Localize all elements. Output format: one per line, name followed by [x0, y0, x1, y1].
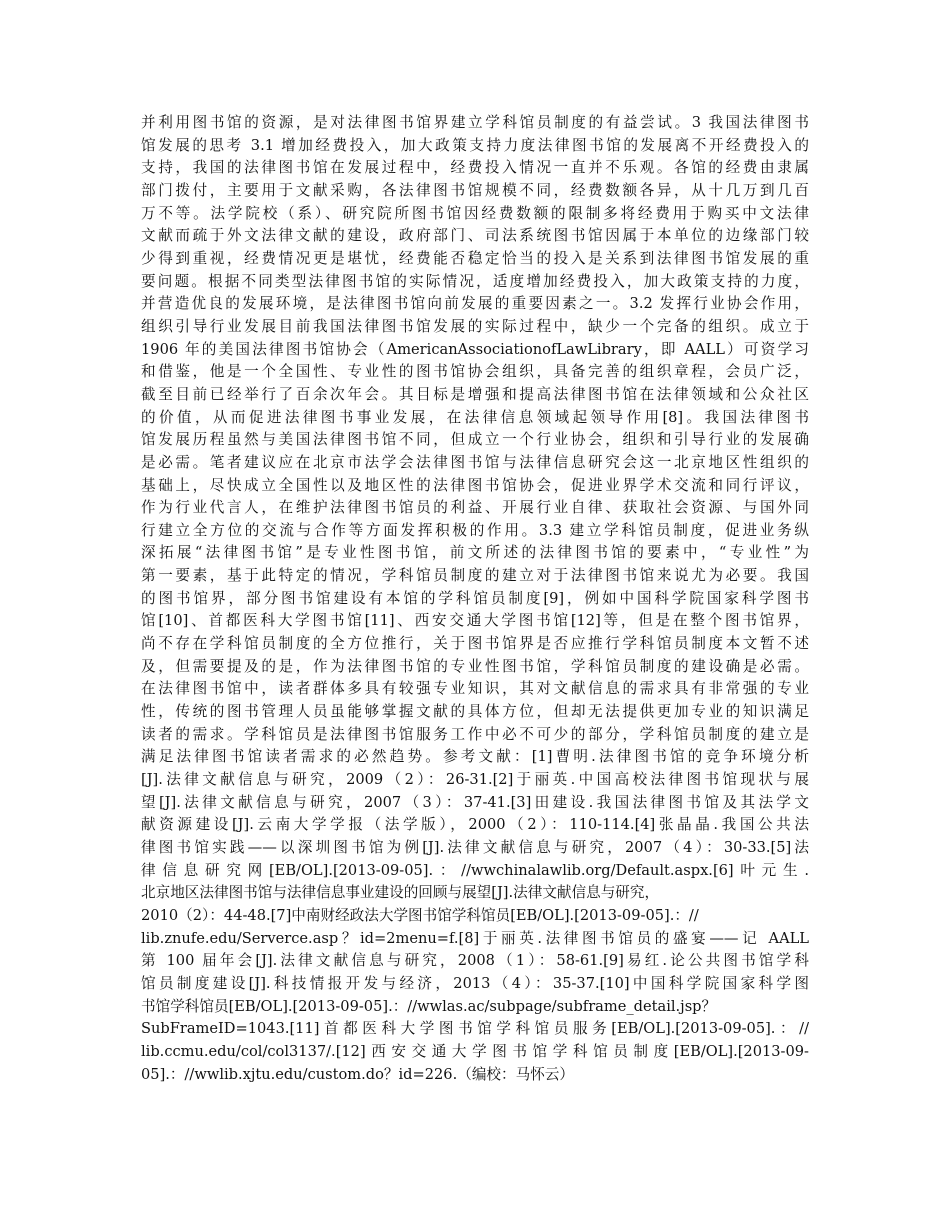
- text-line: 及，但需要提及的是，作为法律图书馆的专业性图书馆，学科馆员制度的建设确是必需。: [141, 657, 809, 675]
- text-line: 是必需。笔者建议应在北京市法学会法律图书馆与法律信息研究会这一北京地区性组织的: [141, 453, 809, 471]
- text-line: 基础上，尽快成立全国性以及地区性的法律图书馆协会，促进业界学术交流和同行评议，: [141, 476, 809, 494]
- text-line: 1906 年的美国法律图书馆协会（AmericanAssociationofLawLibrary，即 AALL）可资学习: [141, 340, 809, 358]
- article-body: [141, 112, 809, 1086]
- text-line: 北京地区法律图书馆与法律信息事业建设的回顾与展望[J].法律文献信息与研究，: [141, 884, 660, 902]
- text-line: 行建立全方位的交流与合作等方面发挥积极的作用。3.3 建立学科馆员制度，促进业务纵: [141, 521, 809, 539]
- text-line: 截至目前已经举行了百余次年会。其目标是增强和提高法律图书馆在法律领域和公众社区: [141, 385, 809, 403]
- text-line: 性，传统的图书管理人员虽能够掌握文献的具体方位，但却无法提供更加专业的知识满足: [141, 703, 809, 721]
- text-line: 馆发展历程虽然与美国法律图书馆不同，但成立一个行业协会，组织和引导行业的发展确: [141, 431, 809, 449]
- text-line: 在法律图书馆中，读者群体多具有较强专业知识，其对文献信息的需求具有非常强的专业: [141, 680, 809, 698]
- text-line: 2010（2）：44-48.[7]中南财经政法大学图书馆学科馆员[EB/OL].[2013-09-05].：//: [141, 906, 699, 924]
- text-line: 和借鉴，他是一个全国性、专业性的图书馆协会组织，具备完善的组织章程，会员广泛，: [141, 363, 809, 381]
- text-line: 部门拨付，主要用于文献采购，各法律图书馆规模不同，经费数额各异，从十几万到几百: [141, 181, 809, 199]
- text-line: 书馆学科馆员[EB/OL].[2013-09-05].：//wwlas.ac/subpage/subframe_detail.jsp？: [141, 997, 717, 1015]
- text-line: lib.ccmu.edu/col/col3137/.[12]西安交通大学图书馆学科馆员制度[EB/OL].[2013-09-: [141, 1042, 809, 1060]
- text-line: 深拓展“法律图书馆”是专业性图书馆，前文所述的法律图书馆的要素中，“专业性”为: [141, 544, 809, 562]
- text-line: 馆发展的思考 3.1 增加经费投入，加大政策支持力度法律图书馆的发展离不开经费投入的: [141, 136, 809, 154]
- text-line: SubFrameID=1043.[11]首都医科大学图书馆学科馆员服务[EB/OL].[2013-09-05].：//: [141, 1020, 809, 1038]
- text-line: 组织引导行业发展目前我国法律图书馆发展的实际过程中，缺少一个完备的组织。成立于: [141, 317, 809, 335]
- text-line: 作为行业代言人，在维护法律图书馆员的利益、开展行业自律、获取社会资源、与国外同: [141, 499, 809, 517]
- text-line: 满足法律图书馆读者需求的必然趋势。参考文献：[1]曹明.法律图书馆的竞争环境分析: [141, 748, 809, 766]
- text-line: 第一要素，基于此特定的情况，学科馆员制度的建立对于法律图书馆来说尤为必要。我国: [141, 567, 809, 585]
- text-line: 并利用图书馆的资源，是对法律图书馆界建立学科馆员制度的有益尝试。3 我国法律图书: [141, 114, 809, 131]
- text-line: 少得到重视，经费情况更是堪忧，经费能否稳定恰当的投入是关系到法律图书馆发展的重: [141, 249, 809, 267]
- text-line: 律图书馆实践——以深圳图书馆为例[J].法律文献信息与研究，2007（4）：30-33.[5]法: [141, 839, 809, 856]
- text-line: 文献而疏于外文法律文献的建设，政府部门、司法系统图书馆因属于本单位的边缘部门较: [141, 227, 809, 245]
- text-line: 馆[10]、首都医科大学图书馆[11]、西安交通大学图书馆[12]等，但是在整个图书馆界，: [141, 612, 809, 630]
- text-line: 并营造优良的发展环境，是法律图书馆向前发展的重要因素之一。3.2 发挥行业协会作用，: [141, 295, 809, 313]
- text-line: 律信息研究网[EB/OL].[2013-09-05].：//wwchinalawlib.org/Default.aspx.[6]叶元生.: [141, 861, 809, 879]
- text-line: 要问题。根据不同类型法律图书馆的实际情况，适度增加经费投入，加大政策支持的力度，: [141, 272, 809, 290]
- text-line: 第 100 届年会[J].法律文献信息与研究，2008（1）：58-61.[9]易红.论公共图书馆学科: [141, 952, 809, 970]
- text-line: 支持，我国的法律图书馆在发展过程中，经费投入情况一直并不乐观。各馆的经费由隶属: [141, 159, 809, 177]
- text-line: 的图书馆界，部分图书馆建设有本馆的学科馆员制度[9]，例如中国科学院国家科学图书: [141, 589, 809, 607]
- text-line: 万不等。法学院校（系）、研究院所图书馆因经费数额的限制多将经费用于购买中文法律: [141, 204, 809, 222]
- text-line: 的价值，从而促进法律图书事业发展，在法律信息领域起领导作用[8]。我国法律图书: [141, 408, 809, 426]
- text-line: 献资源建设[J].云南大学学报（法学版），2000（2）：110-114.[4]张晶晶.我国公共法: [141, 816, 809, 834]
- text-line: 馆员制度建设[J].科技情报开发与经济，2013（4）：35-37.[10]中国科学院国家科学图: [141, 974, 809, 992]
- text-line: 尚不存在学科馆员制度的全方位推行，关于图书馆界是否应推行学科馆员制度本文暂不述: [141, 635, 809, 653]
- text-line: 读者的需求。学科馆员是法律图书馆服务工作中必不可少的部分，学科馆员制度的建立是: [141, 725, 809, 743]
- text-line: 望[J].法律文献信息与研究，2007（3）：37-41.[3]田建设.我国法律图书馆及其法学文: [141, 793, 809, 811]
- text-line: lib.znufe.edu/Serverce.asp？id=2menu=f.[8]于丽英.法律图书馆员的盛宴——记 AALL: [141, 929, 809, 947]
- text-line: [J].法律文献信息与研究，2009（2）：26-31.[2]于丽英.中国高校法律图书馆现状与展: [141, 771, 809, 789]
- text-line: 05].：//wwlib.xjtu.edu/custom.do？id=226.（编校：马怀云）: [141, 1065, 574, 1083]
